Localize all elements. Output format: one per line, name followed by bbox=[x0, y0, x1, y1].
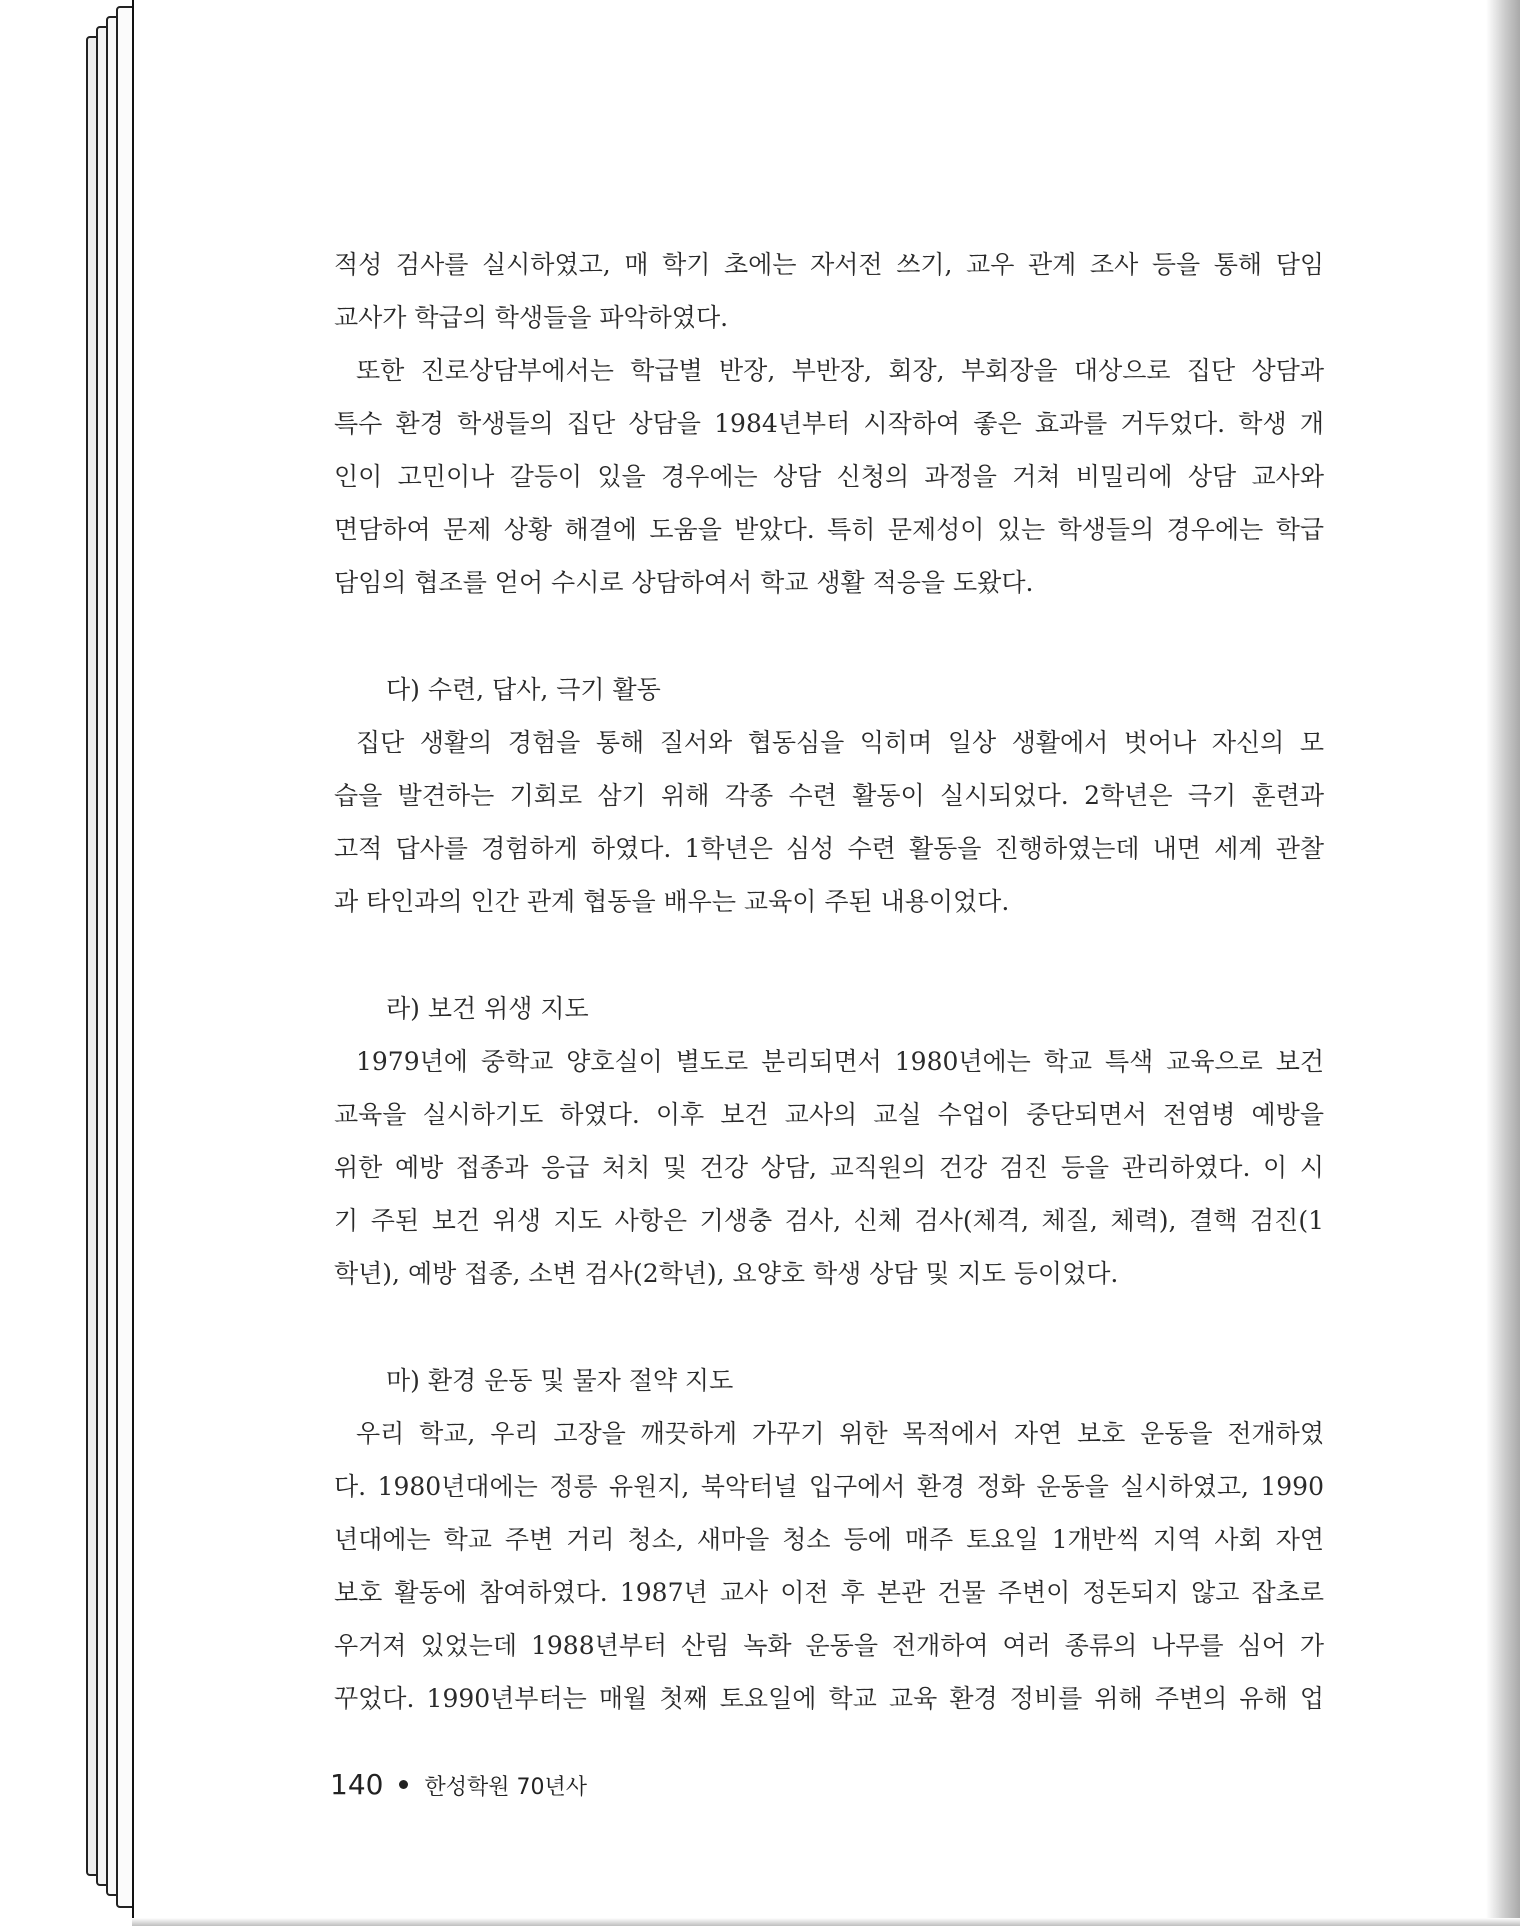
text-line: 또한 진로상담부에서는 학급별 반장, 부반장, 회장, 부회장을 대상으로 집단 상담과 bbox=[356, 356, 1324, 385]
text-line: 꾸었다. 1990년부터는 매월 첫째 토요일에 학교 교육 환경 정비를 위해 주변의 유해 업 bbox=[334, 1684, 1324, 1713]
paragraph bbox=[334, 344, 1324, 609]
text-line: 인이 고민이나 갈등이 있을 경우에는 상담 신청의 과정을 거쳐 비밀리에 상담 교사와 bbox=[334, 462, 1324, 491]
text-line: 교사가 학급의 학생들을 파악하였다. bbox=[334, 303, 729, 332]
paragraph bbox=[334, 1035, 1324, 1300]
text-line: 기 주된 보건 위생 지도 사항은 기생충 검사, 신체 검사(체격, 체질, 체력), 결핵 검진(1 bbox=[334, 1206, 1324, 1235]
text-line: 과 타인과의 인간 관계 협동을 배우는 교육이 주된 내용이었다. bbox=[334, 887, 1010, 916]
text-line: 보호 활동에 참여하였다. 1987년 교사 이전 후 본관 건물 주변이 정돈되지 않고 잡초로 bbox=[334, 1578, 1324, 1607]
page-footer bbox=[330, 1768, 587, 1801]
text-line: 집단 생활의 경험을 통해 질서와 협동심을 익히며 일상 생활에서 벗어나 자신의 모 bbox=[356, 728, 1324, 757]
text-line: 우거져 있었는데 1988년부터 산림 녹화 운동을 전개하여 여러 종류의 나무를 심어 가 bbox=[334, 1631, 1324, 1660]
text-line: 위한 예방 접종과 응급 처치 및 건강 상담, 교직원의 건강 검진 등을 관리하였다. 이 시 bbox=[334, 1153, 1324, 1182]
book-title: 한성학원 70년사 bbox=[424, 1775, 587, 1800]
bullet-separator-icon bbox=[399, 1780, 408, 1789]
text-line: 특수 환경 학생들의 집단 상담을 1984년부터 시작하여 좋은 효과를 거두었다. 학생 개 bbox=[334, 409, 1324, 438]
page-shadow-right bbox=[1486, 0, 1520, 1926]
text-line: 1979년에 중학교 양호실이 별도로 분리되면서 1980년에는 학교 특색 교육으로 보건 bbox=[356, 1047, 1324, 1076]
section-heading: 다) 수련, 답사, 극기 활동 bbox=[386, 675, 661, 704]
page-shadow-bottom bbox=[132, 1918, 1520, 1926]
text-line: 우리 학교, 우리 고장을 깨끗하게 가꾸기 위한 목적에서 자연 보호 운동을 전개하였 bbox=[356, 1419, 1324, 1448]
text-line: 담임의 협조를 얻어 수시로 상담하여서 학교 생활 적응을 도왔다. bbox=[334, 568, 1034, 597]
section-heading: 마) 환경 운동 및 물자 절약 지도 bbox=[386, 1366, 734, 1395]
text-line: 습을 발견하는 기회로 삼기 위해 각종 수련 활동이 실시되었다. 2학년은 극기 훈련과 bbox=[334, 781, 1324, 810]
page-body bbox=[334, 238, 1324, 1725]
text-line: 다. 1980년대에는 정릉 유원지, 북악터널 입구에서 환경 정화 운동을 실시하였고, 1990 bbox=[334, 1472, 1324, 1501]
text-line: 교육을 실시하기도 하였다. 이후 보건 교사의 교실 수업이 중단되면서 전염병 예방을 bbox=[334, 1100, 1324, 1129]
text-line: 년대에는 학교 주변 거리 청소, 새마을 청소 등에 매주 토요일 1개반씩 지역 사회 자연 bbox=[334, 1525, 1324, 1554]
paragraph bbox=[334, 716, 1324, 928]
section-heading: 라) 보건 위생 지도 bbox=[386, 994, 589, 1023]
text-line: 고적 답사를 경험하게 하였다. 1학년은 심성 수련 활동을 진행하였는데 내면 세계 관찰 bbox=[334, 834, 1324, 863]
paragraph bbox=[334, 1407, 1324, 1725]
text-line: 면담하여 문제 상황 해결에 도움을 받았다. 특히 문제성이 있는 학생들의 경우에는 학급 bbox=[334, 515, 1324, 544]
text-line: 학년), 예방 접종, 소변 검사(2학년), 요양호 학생 상담 및 지도 등이었다. bbox=[334, 1259, 1119, 1288]
text-line: 적성 검사를 실시하였고, 매 학기 초에는 자서전 쓰기, 교우 관계 조사 등을 통해 담임 bbox=[334, 250, 1324, 279]
page-number: 140 bbox=[330, 1768, 384, 1801]
paragraph bbox=[334, 238, 1324, 344]
